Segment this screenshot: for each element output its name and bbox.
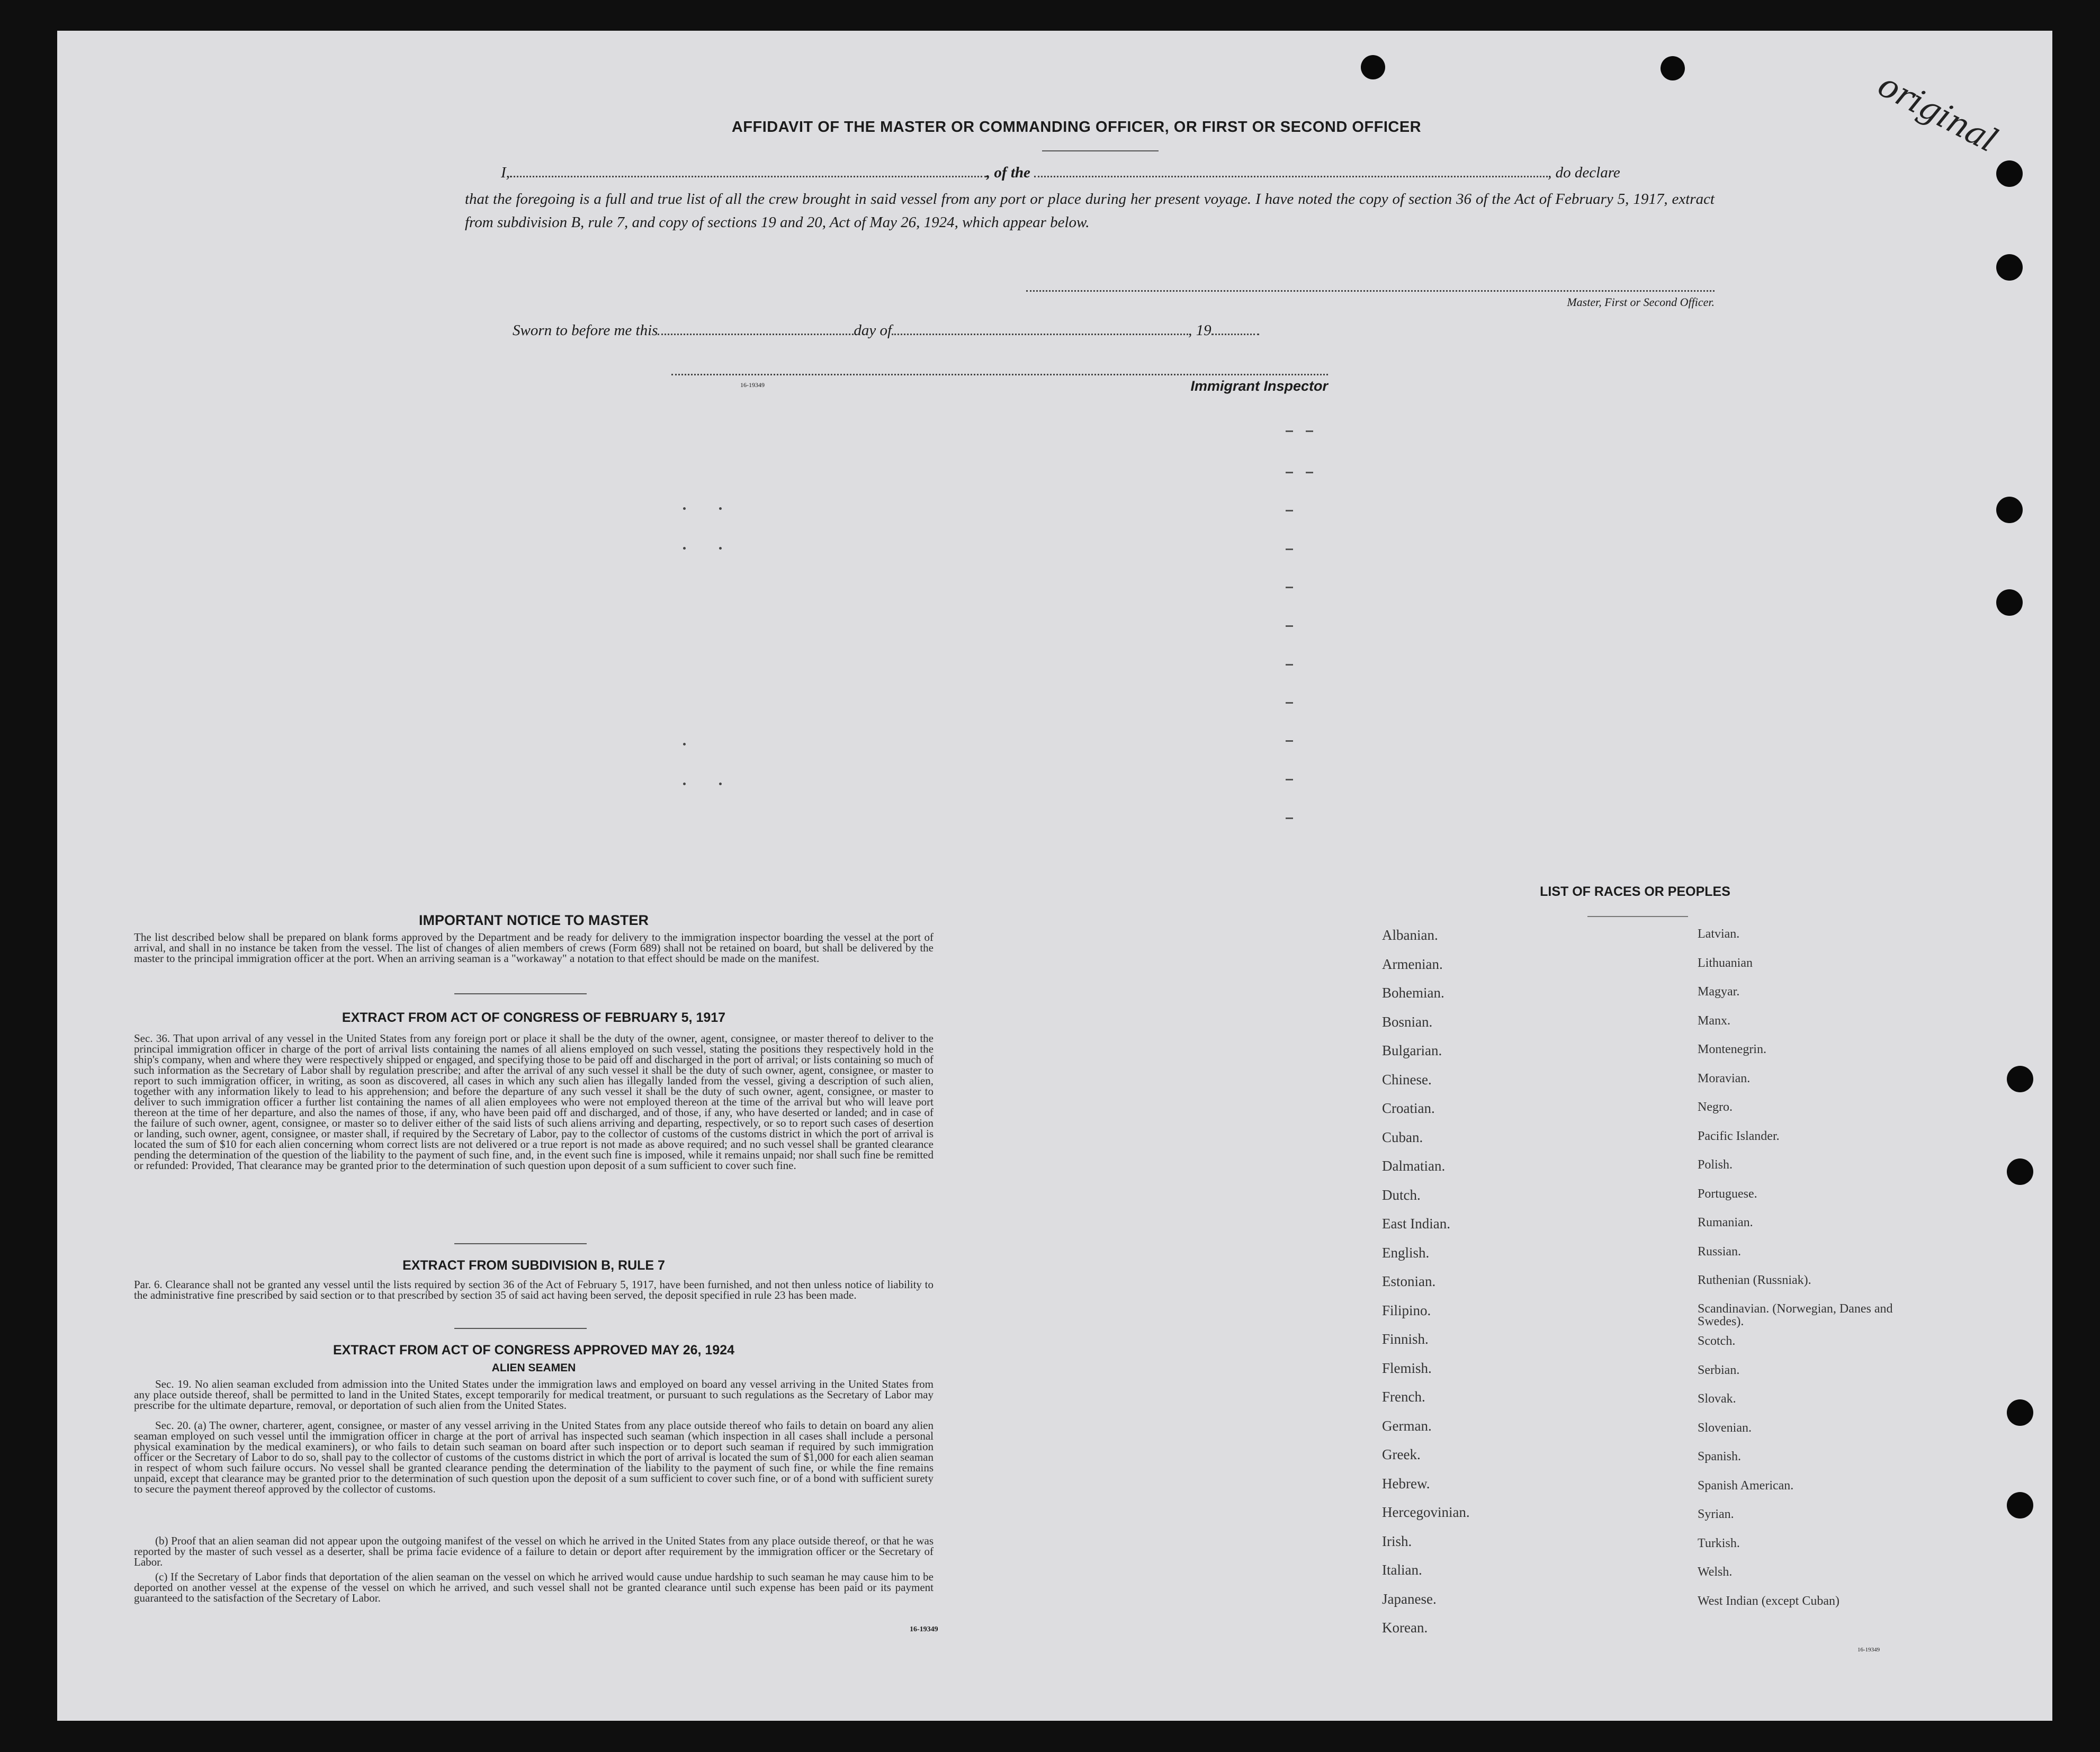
extract-1924-sec20a: Sec. 20. (a) The owner, charterer, agent, consignee, or master of any vessel arriving in the United States from any place outside thereof who fails to detain on board any alien seaman employed on such vessel until the immigration officer in charge at the port of arrival has inspected such seaman (which inspection in all cases shall include a personal physical examination by the medical examiners), or who fails to detain such seaman on board after such inspection or to deport such seaman if required by such immigration officer or the Secretary of Labor to do so, shall pay to the collector of customs of the customs district in which the port of arrival is located the sum of $1,000 for each alien seaman in respect of whom such failure occurs. No vessel shall be granted clearance pending the determination of the liability to the payment of such fine, or while the fine remains unpaid, except that clearance may be granted prior to the determination of such question upon the deposit of a sum sufficient to cover such fine, or of a bond with sufficient surety to secure the payment thereof approved by the collector of customs. [134, 1419, 934, 1495]
race-item-right: Rumanian. [1698, 1216, 1753, 1229]
race-item-left: Bohemian. [1382, 985, 1444, 1001]
notice-body: The list described below shall be prepared on blank forms approved by the Department and be ready for delivery to the immigration inspector boarding the vessel at the port of arrival, and shall in no instance be taken from the vessel. The list of changes of alien members of crews (Form 689) shall not be retained on board, but shall be delivered by the master to the principal immigration officer at the port. When an arriving seaman is a "workaway" a notation to that effect should be made on the manifest. [134, 931, 934, 965]
of-the-label: , of the [986, 164, 1030, 181]
punch-hole [1661, 56, 1685, 80]
race-item-left: Italian. [1382, 1562, 1422, 1578]
faint-mark [1286, 779, 1293, 780]
extract-1917-body: Sec. 36. That upon arrival of any vessel in the United States from any foreign port or place it shall be the duty of the owner, agent, consignee, or master thereof to deliver to the principal immigration officer in charge of the port of arrival lists containing the names of all aliens employed on such vessel, stating the positions they respectively hold in the ship's company, when and where they were respectively shipped or engaged, and specifying those to be paid off and discharged in the port of arrival; or lists containing so much of such information as the Secretary of Labor shall by regulation prescribe; and after the arrival of any such vessel it shall be the duty of such owner, agent, consignee, or master to report to such immigration officer, in writing, as soon as discovered, all cases in which any such alien has illegally landed from the vessel, giving a description of such alien, together with any information likely to lead to his apprehension; and before the departure of any such vessel it shall be the duty of such owner, agent, consignee, or master to deliver to such immigration officer a further list containing the names of all alien employees who were not employed thereon at the time of the arrival but who will leave port thereon at the time of her departure, and also the names of those, if any, who have been paid off and discharged, and of those, if any, who have deserted or landed; and in case of the failure of such owner, agent, consignee, or master so to deliver either of the said lists of such aliens arriving and departing, respectively, or so to report such cases of desertion or landing, such owner, agent, consignee, or master shall, if required by the Secretary of Labor, pay to the collector of customs of the customs district in which the port of arrival is located the sum of $10 for each alien concerning whom correct lists are not delivered or a true report is not made as above required; and no such vessel shall be granted clearance pending the determination of the question of the liability to the payment of such fine, and, in the event such fine is imposed, while it remains unpaid; nor shall such fine be remitted or refunded: Provided, That clearance may be granted prior to the determination of such question upon deposit of a sum sufficient to cover such fine. [134, 1032, 934, 1172]
race-item-right: Welsh. [1698, 1565, 1733, 1579]
race-item-left: Dalmatian. [1382, 1158, 1446, 1174]
document-page [57, 31, 2052, 1721]
sworn-label: Sworn to before me this [513, 322, 658, 339]
extract-1924-title: EXTRACT FROM ACT OF CONGRESS APPROVED MAY 26, 1924 [333, 1343, 735, 1358]
faint-mark [683, 507, 686, 510]
race-item-left: Chinese. [1382, 1072, 1432, 1088]
races-form-number: 16-19349 [1857, 1647, 1880, 1653]
race-item-right: Magyar. [1698, 985, 1740, 999]
race-item-left: Irish. [1382, 1533, 1412, 1549]
punch-hole [2007, 1399, 2033, 1426]
race-item-right: Latvian. [1698, 927, 1740, 941]
race-item-left: Greek. [1382, 1446, 1421, 1462]
race-item-right: West Indian (except Cuban) [1698, 1594, 1839, 1608]
signature-line[interactable] [1026, 290, 1715, 292]
race-item-left: Japanese. [1382, 1591, 1437, 1607]
race-item-left: Dutch. [1382, 1187, 1421, 1203]
faint-mark [683, 783, 686, 785]
inspector-signature-line[interactable] [671, 374, 1328, 375]
day-of-label: day of [854, 322, 892, 339]
extract-1924-sec20b: (b) Proof that an alien seaman did not appear upon the outgoing manifest of the vessel on which he arrived in the United States from any place outside thereof, or that he was reported by the master of such vessel as a deserter, shall be prima facie evidence of a failure to detain or deport after requirement by the immigration officer or the Secretary of Labor. [134, 1534, 934, 1568]
race-item-left: German. [1382, 1418, 1432, 1434]
faint-mark [719, 547, 722, 550]
faint-mark [1286, 625, 1293, 627]
sworn-day-field[interactable] [658, 334, 854, 335]
extract-1917-title: EXTRACT FROM ACT OF CONGRESS OF FEBRUARY 5, 1917 [342, 1010, 726, 1025]
race-item-right: Slovenian. [1698, 1421, 1752, 1435]
faint-mark [1286, 510, 1293, 511]
race-item-right: Turkish. [1698, 1537, 1740, 1550]
race-item-right: Scotch. [1698, 1334, 1736, 1348]
race-item-left: English. [1382, 1245, 1430, 1261]
faint-mark [683, 743, 686, 745]
title-underline [1042, 150, 1159, 151]
affidavit-form-number: 16-19349 [740, 381, 765, 389]
race-item-left: Bulgarian. [1382, 1043, 1442, 1058]
race-item-left: Bosnian. [1382, 1014, 1433, 1030]
punch-hole [2007, 1158, 2033, 1185]
faint-mark [1306, 472, 1313, 473]
sworn-year-field[interactable] [1211, 334, 1259, 335]
race-item-left: Estonian. [1382, 1273, 1436, 1289]
race-item-left: Hebrew. [1382, 1476, 1430, 1492]
vessel-name-field[interactable] [1034, 176, 1548, 177]
extract-1924-sec20c: (c) If the Secretary of Labor finds that deportation of the alien seaman on the vessel on which he arrived would cause undue hardship to such seaman he may cause him to be deported on another vessel at the expense of the vessel on which he arrived, and such vessel shall not be granted clearance until such expense has been paid or its payment guaranteed to the satisfaction of the Secretary of Labor. [134, 1570, 934, 1604]
divider-2 [454, 1243, 587, 1244]
affidavit-line-1 [501, 164, 1719, 182]
race-item-right: Manx. [1698, 1014, 1730, 1028]
sworn-month-field[interactable] [892, 334, 1188, 335]
extract-form-number: 16-19349 [910, 1625, 938, 1633]
year-label: , 19 [1188, 322, 1211, 339]
faint-mark [683, 547, 686, 550]
extract-rule7-body: Par. 6. Clearance shall not be granted any vessel until the lists required by section 36 of the Act of February 5, 1917, have been furnished, and not then unless notice of liability to the administrative fine prescribed by said section or to that prescribed by section 35 of said act having been served, the deposit specified in rule 23 has been made. [134, 1278, 934, 1301]
race-item-right: Ruthenian (Russniak). [1698, 1273, 1811, 1287]
divider-1 [454, 993, 587, 994]
declarant-name-field[interactable] [510, 176, 986, 177]
race-item-left: Finnish. [1382, 1331, 1429, 1347]
race-item-right: Negro. [1698, 1100, 1733, 1114]
sworn-line [513, 322, 1259, 339]
race-item-left: Korean. [1382, 1620, 1428, 1636]
races-title-underline [1587, 916, 1688, 917]
faint-mark [1286, 702, 1293, 704]
faint-mark [1306, 430, 1313, 432]
faint-mark [1286, 549, 1293, 550]
race-item-right: Syrian. [1698, 1507, 1734, 1521]
race-item-right: Spanish. [1698, 1450, 1742, 1463]
extract-1924-sec19: Sec. 19. No alien seaman excluded from admission into the United States under the immigration laws and employed on board any vessel arriving in the United States from any place outside thereof, shall be permitted to land in the United States, except temporarily for medical treatment, or pursuant to such regulations as the Secretary of Labor may prescribe for the ultimate departure, removal, or deportation of such alien from the United States. [134, 1378, 934, 1412]
punch-hole [1996, 160, 2023, 187]
race-item-left: French. [1382, 1389, 1425, 1405]
race-item-left: Hercegovinian. [1382, 1504, 1470, 1520]
race-item-left: Flemish. [1382, 1360, 1432, 1376]
race-item-right: Russian. [1698, 1245, 1742, 1259]
faint-mark [719, 507, 722, 510]
divider-3 [454, 1328, 587, 1329]
extract-1924-subtitle: ALIEN SEAMEN [491, 1362, 576, 1374]
punch-hole [1361, 55, 1385, 79]
punch-hole [2007, 1492, 2033, 1519]
race-item-left: Filipino. [1382, 1302, 1431, 1318]
faint-mark [719, 783, 722, 785]
declarant-prefix: I, [501, 164, 510, 181]
race-item-right: Slovak. [1698, 1392, 1736, 1406]
race-item-right: Serbian. [1698, 1363, 1740, 1377]
race-item-right: Pacific Islander. [1698, 1129, 1780, 1143]
race-item-left: East Indian. [1382, 1216, 1450, 1232]
faint-mark [1286, 740, 1293, 742]
faint-mark [1286, 587, 1293, 588]
affidavit-title: AFFIDAVIT OF THE MASTER OR COMMANDING OFFICER, OR FIRST OR SECOND OFFICER [731, 119, 1422, 136]
race-item-right: Polish. [1698, 1158, 1733, 1172]
punch-hole [2007, 1066, 2033, 1092]
race-item-left: Croatian. [1382, 1100, 1435, 1116]
race-item-right: Lithuanian [1698, 956, 1753, 970]
punch-hole [1996, 254, 2023, 281]
race-item-right: Moravian. [1698, 1072, 1751, 1085]
races-title: LIST OF RACES OR PEOPLES [1540, 884, 1730, 899]
punch-hole [1996, 497, 2023, 523]
race-item-left: Albanian. [1382, 927, 1438, 943]
race-item-left: Armenian. [1382, 956, 1443, 972]
race-item-right: Scandinavian. (Norwegian, Danes and Swedes). [1698, 1302, 1893, 1328]
faint-mark [1286, 430, 1293, 432]
inspector-label: Immigrant Inspector [1190, 378, 1328, 394]
signature-label: Master, First or Second Officer. [1567, 295, 1715, 309]
faint-mark [1286, 472, 1293, 473]
notice-title: IMPORTANT NOTICE TO MASTER [419, 912, 649, 928]
handwritten-note: original [1872, 65, 2004, 160]
punch-hole [1996, 589, 2023, 616]
extract-rule7-title: EXTRACT FROM SUBDIVISION B, RULE 7 [402, 1258, 665, 1273]
race-item-right: Spanish American. [1698, 1479, 1794, 1493]
faint-mark [1286, 664, 1293, 666]
race-item-right: Portuguese. [1698, 1187, 1757, 1201]
do-declare-label: , do declare [1548, 164, 1620, 181]
affidavit-body: that the foregoing is a full and true list of all the crew brought in said vessel from any port or place during her present voyage. I have noted the copy of section 36 of the Act of February 5, 1917, extract from subdivision B, rule 7, and copy of sections 19 and 20, Act of May 26, 1924, which appear below. [465, 191, 1715, 231]
race-item-left: Cuban. [1382, 1129, 1423, 1145]
race-item-right: Montenegrin. [1698, 1043, 1766, 1056]
faint-mark [1286, 817, 1293, 819]
